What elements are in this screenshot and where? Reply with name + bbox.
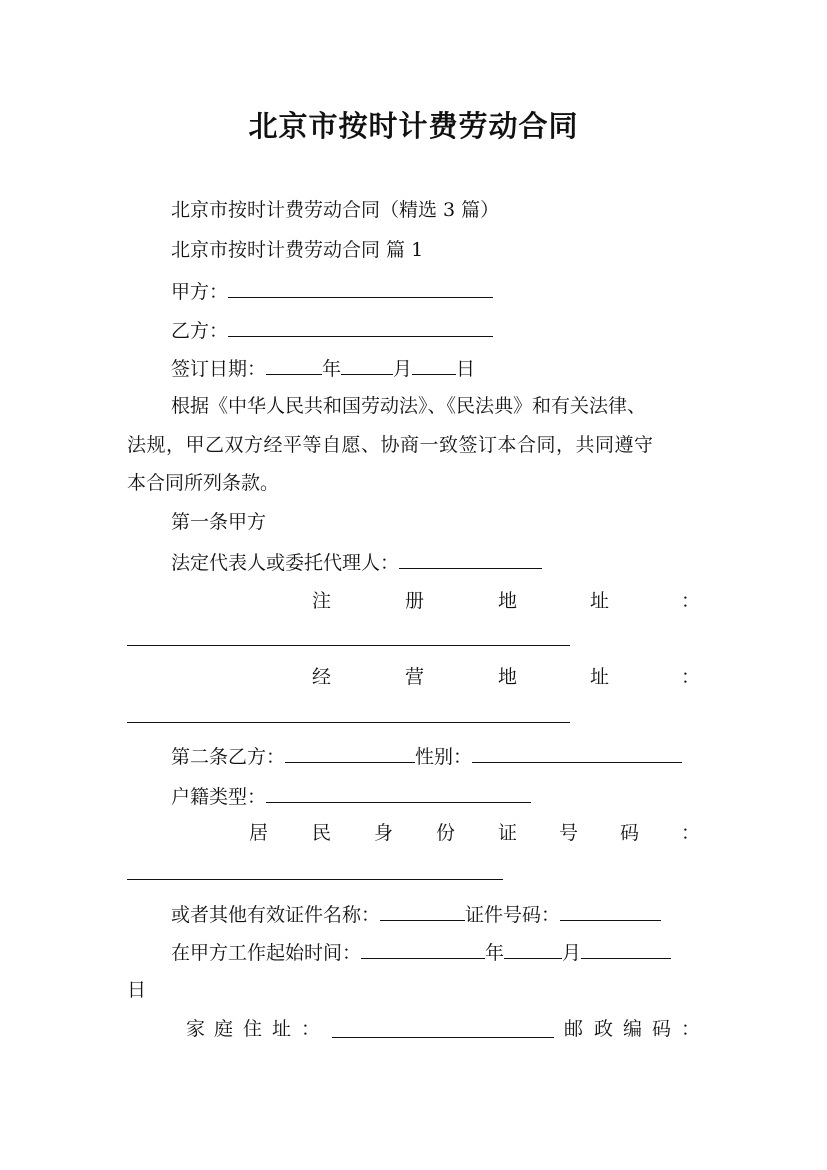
party-a-line xyxy=(171,277,493,305)
business-address-blank xyxy=(127,722,570,723)
article-1-heading: 第一条甲方 xyxy=(171,511,267,533)
registered-address-blank xyxy=(127,645,570,646)
preamble-line-2: 法规，甲乙双方经平等自愿、协商一致签订本合同，共同遵守 xyxy=(127,434,654,456)
sign-year-label: 年 xyxy=(322,358,342,380)
contract-page: 北京市按时计费劳动合同 北京市按时计费劳动合同（精选 3 篇） 北京市按时计费劳动合同 篇 1 甲方： 乙方： 签订日期： 年 月 日 根据《中华人民共和国劳动法》、《民法典》和有关法律、 法规，甲乙双方经平等自愿、协商一致签订本合同，共同遵守 本合同所列条款。 第一条甲方 法定代表人或委托代理人： 注 册 地 址 ： 经 营 地 址 ： 第二条乙方： 性别： 户籍类型： 居 民 身 份 证 号 码 ： 或者其他有效证件名称： 证件号码： 在甲方工作起始时间： 年 月 日 家 庭 住 址 ： 邮 政 编 码 ： xyxy=(0,0,827,1170)
start-time-label: 在甲方工作起始时间： xyxy=(171,942,362,964)
other-id-blank xyxy=(380,900,465,921)
party-b-blank xyxy=(228,316,493,337)
article-2-party-b-label: 第二条乙方： xyxy=(171,746,286,768)
start-day-blank xyxy=(581,938,671,959)
party-a-blank xyxy=(228,277,493,298)
document-title: 北京市按时计费劳动合同 xyxy=(248,109,579,143)
hukou-line xyxy=(171,782,531,810)
start-month-blank xyxy=(504,938,562,959)
representative-line xyxy=(171,548,542,576)
party-b-gender-line xyxy=(171,742,682,770)
start-year-blank xyxy=(361,938,485,959)
preamble-line-3: 本合同所列条款。 xyxy=(127,472,280,494)
start-month-label: 月 xyxy=(562,942,582,964)
cert-no-blank xyxy=(560,900,661,921)
sign-date-line xyxy=(171,354,475,382)
subtitle: 北京市按时计费劳动合同（精选 3 篇） xyxy=(171,199,500,221)
preamble-line-1: 根据《中华人民共和国劳动法》、《民法典》和有关法律、 xyxy=(171,395,647,417)
start-time-line xyxy=(171,938,671,966)
representative-blank xyxy=(399,548,542,569)
hukou-label: 户籍类型： xyxy=(171,786,267,808)
party-b-name-blank xyxy=(285,742,415,763)
other-id-line xyxy=(171,900,661,928)
sign-year-blank xyxy=(266,354,322,375)
cert-no-label: 证件号码： xyxy=(465,904,561,926)
representative-label: 法定代表人或委托代理人： xyxy=(171,552,400,574)
start-year-label: 年 xyxy=(485,942,505,964)
sign-day-blank xyxy=(412,354,456,375)
sign-month-label: 月 xyxy=(393,358,413,380)
start-day-label: 日 xyxy=(127,979,147,1001)
hukou-blank xyxy=(266,782,531,803)
other-id-label: 或者其他有效证件名称： xyxy=(171,904,381,926)
party-b-label: 乙方： xyxy=(171,320,229,342)
id-number-blank xyxy=(127,879,503,880)
sign-date-label: 签订日期： xyxy=(171,358,267,380)
gender-label: 性别： xyxy=(415,746,473,768)
party-a-label: 甲方： xyxy=(171,281,229,303)
sign-month-blank xyxy=(341,354,393,375)
home-address-blank xyxy=(332,1037,554,1038)
sign-day-label: 日 xyxy=(456,358,476,380)
section-heading: 北京市按时计费劳动合同 篇 1 xyxy=(171,239,424,261)
party-b-line xyxy=(171,316,493,344)
gender-blank xyxy=(472,742,682,763)
